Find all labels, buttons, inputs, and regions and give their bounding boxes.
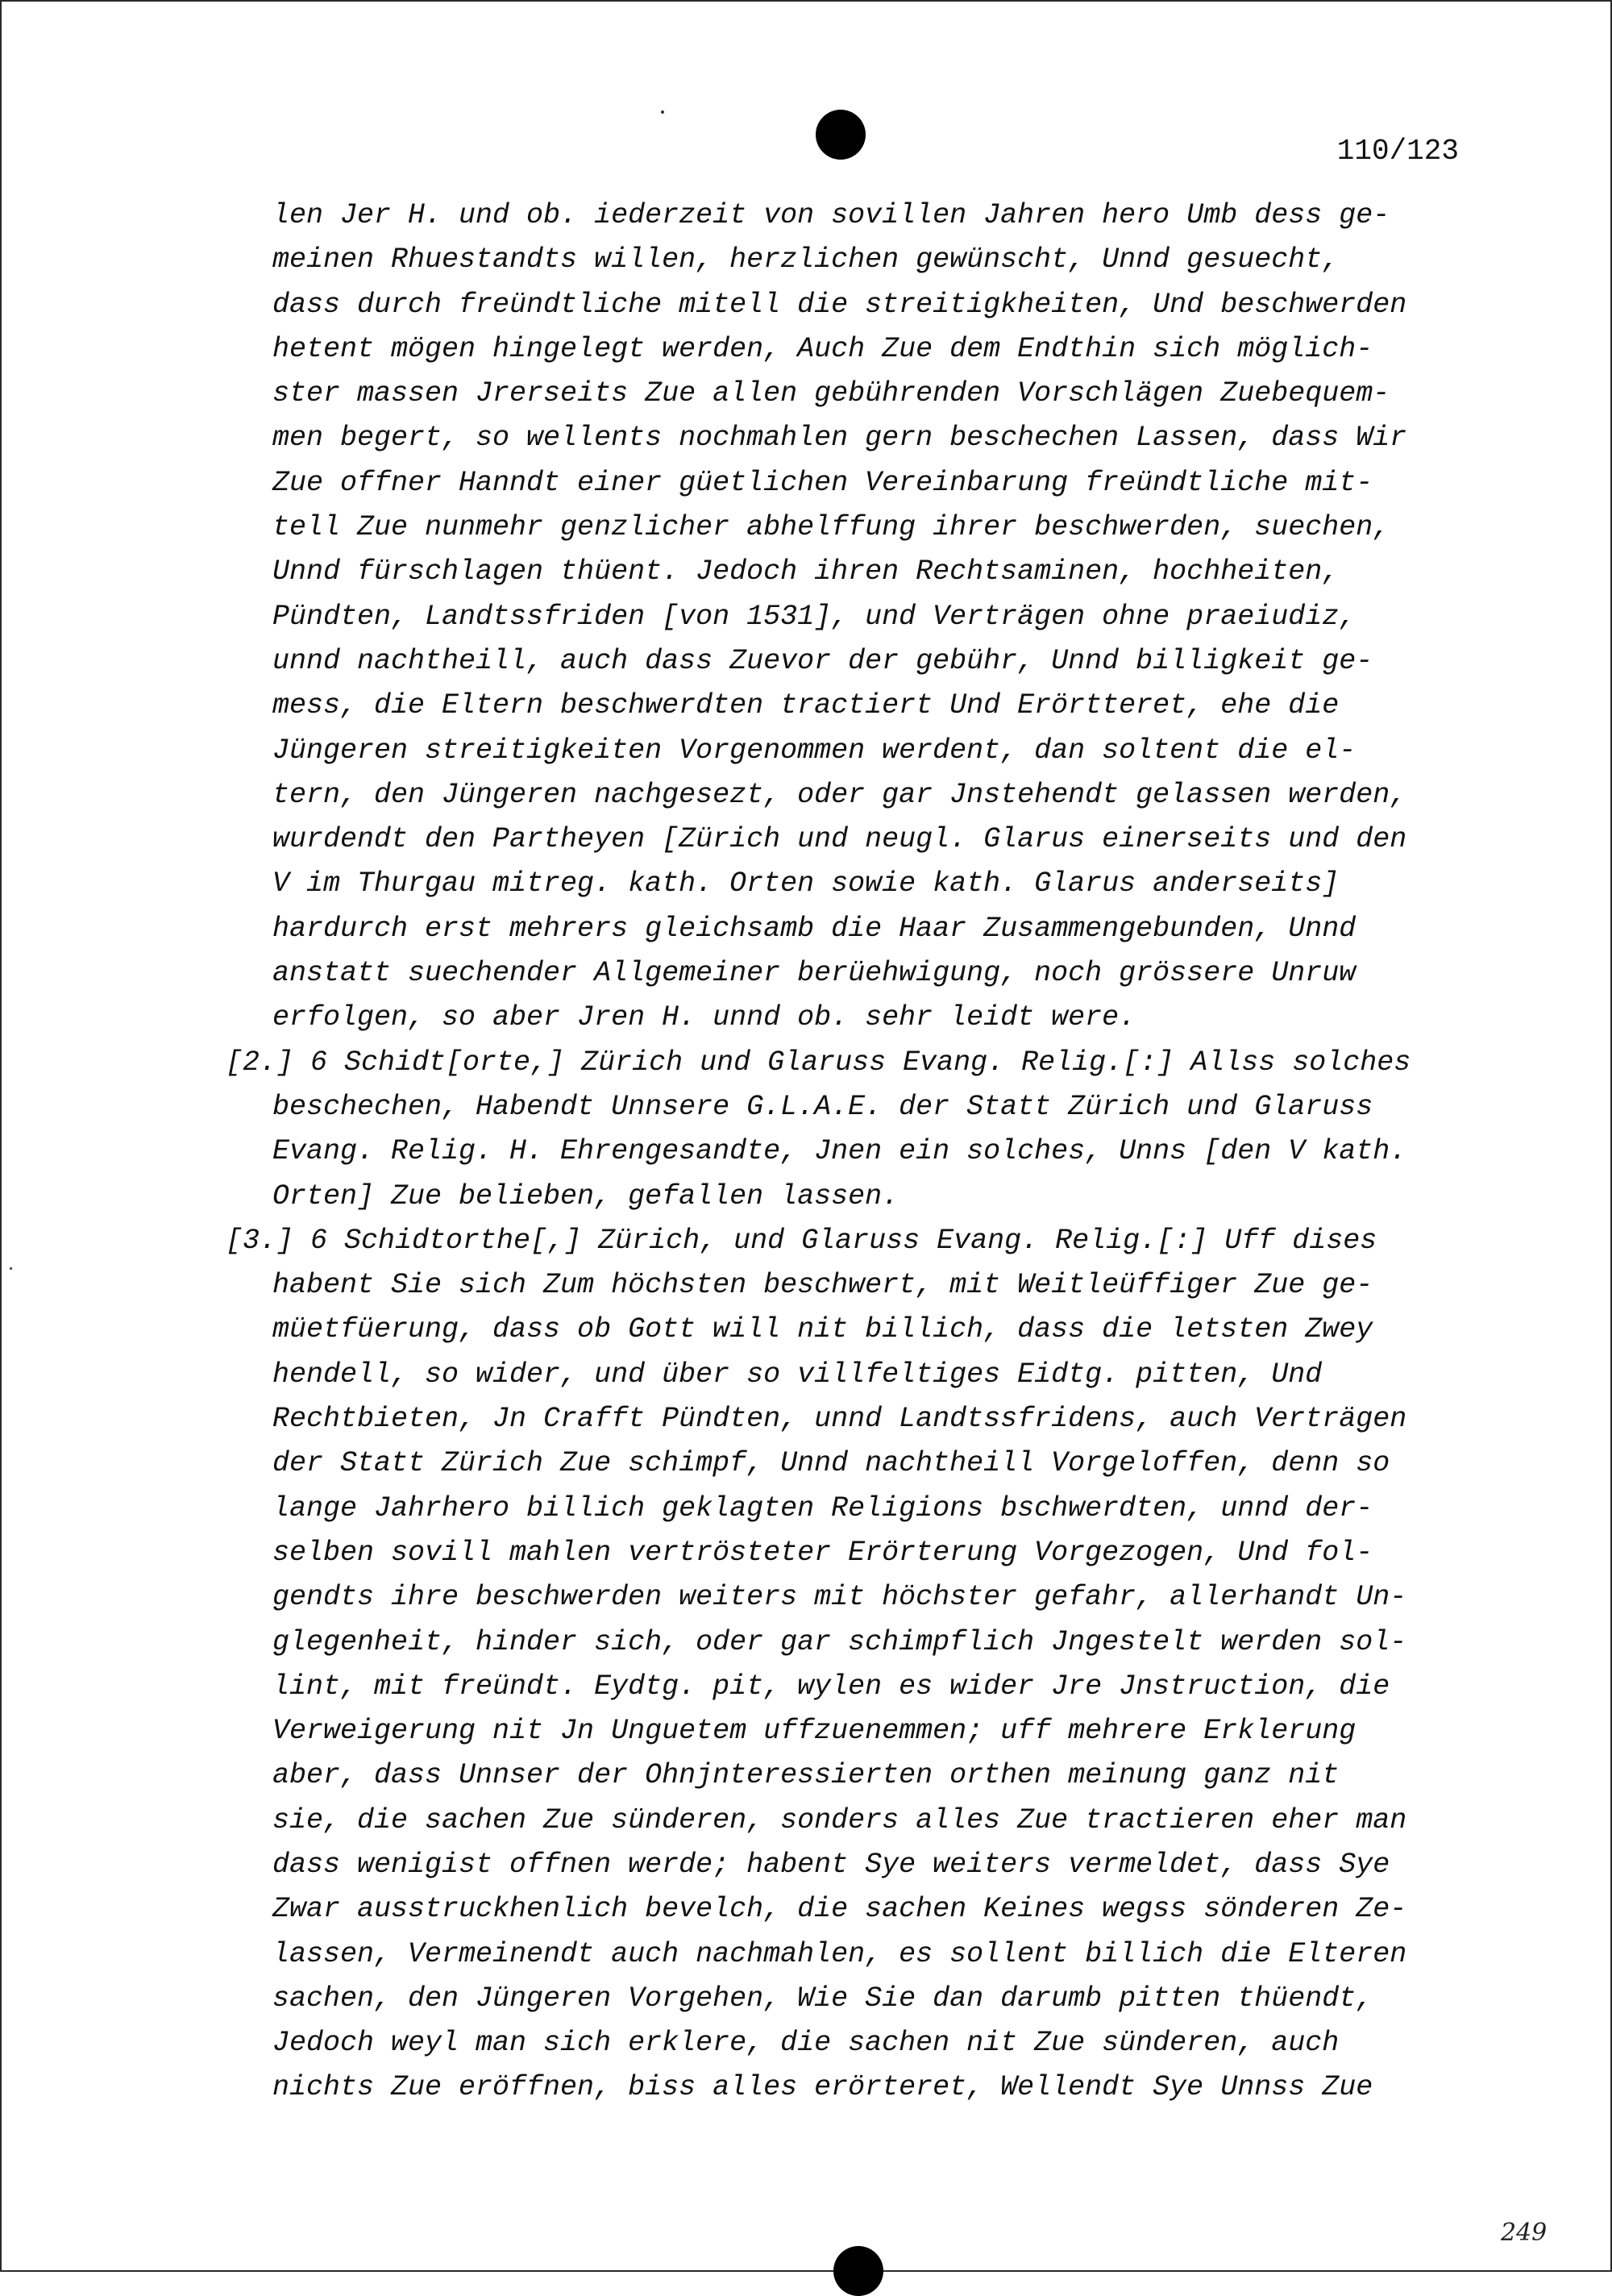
text-line: wurdendt den Partheyen [Zürich und neugl. Glarus einerseits und den xyxy=(272,823,1407,856)
text-line: beschechen, Habendt Unnsere G.L.A.E. der Statt Zürich und Glaruss xyxy=(272,1090,1373,1123)
text-line: [2.] 6 Schidt[orte,] Zürich und Glaruss Evang. Relig.[:] Allss solches xyxy=(226,1046,1411,1079)
text-line: Jüngeren streitigkeiten Vorgenommen werdent, dan soltent die el- xyxy=(272,734,1356,767)
punch-hole-bottom xyxy=(833,2246,883,2296)
document-body xyxy=(226,193,1483,2111)
page-number: 110/123 xyxy=(1336,135,1459,168)
text-line: men begert, so wellents nochmahlen gern beschechen Lassen, dass Wir xyxy=(272,422,1407,455)
text-line: dass wenigist offnen werde; habent Sye weiters vermeldet, dass Sye xyxy=(272,1848,1390,1881)
handwritten-page-annotation: 249 xyxy=(1501,2219,1548,2247)
text-line: mess, die Eltern beschwerdten tractiert Und Erörtteret, ehe die xyxy=(272,689,1340,722)
text-line: der Statt Zürich Zue schimpf, Unnd nachtheill Vorgeloffen, denn so xyxy=(272,1447,1390,1480)
text-line: dass durch freündtliche mitell die streitigkheiten, Und beschwerden xyxy=(272,288,1407,321)
text-line: sie, die sachen Zue sünderen, sonders alles Zue tractieren eher man xyxy=(272,1803,1407,1836)
scan-speck xyxy=(10,1267,12,1270)
text-line: V im Thurgau mitreg. kath. Orten sowie kath. Glarus anderseits] xyxy=(272,867,1340,901)
text-line: aber, dass Unnser der Ohnjnteressierten orthen meinung ganz nit xyxy=(272,1759,1340,1792)
text-line: müetfüerung, dass ob Gott will nit billich, dass die letsten Zwey xyxy=(272,1313,1373,1346)
text-line: Zue offner Hanndt einer güetlichen Vereinbarung freündtliche mit- xyxy=(272,466,1373,499)
text-line: ster massen Jrerseits Zue allen gebührenden Vorschlägen Zuebequem- xyxy=(272,377,1390,410)
text-line: hardurch erst mehrers gleichsamb die Haar Zusammengebunden, Unnd xyxy=(272,912,1356,945)
text-line: Evang. Relig. H. Ehrengesandte, Jnen ein solches, Unns [den V kath. xyxy=(272,1135,1407,1168)
text-line: hendell, so wider, und über so villfeltiges Eidtg. pitten, Und xyxy=(272,1358,1323,1391)
text-line: Verweigerung nit Jn Unguetem uffzuenemmen; uff mehrere Erklerung xyxy=(272,1715,1356,1748)
text-line: glegenheit, hinder sich, oder gar schimpflich Jngestelt werden sol- xyxy=(272,1625,1407,1658)
text-line: [3.] 6 Schidtorthe[,] Zürich, und Glaruss Evang. Relig.[:] Uff dises xyxy=(226,1224,1377,1257)
text-line: hetent mögen hingelegt werden, Auch Zue dem Endthin sich möglich- xyxy=(272,332,1373,365)
text-line: habent Sie sich Zum höchsten beschwert, mit Weitleüffiger Zue ge- xyxy=(272,1269,1373,1302)
text-line: Rechtbieten, Jn Crafft Pündten, unnd Landtssfridens, auch Verträgen xyxy=(272,1403,1407,1436)
text-line: erfolgen, so aber Jren H. unnd ob. sehr leidt were. xyxy=(272,1001,1136,1034)
text-line: unnd nachtheill, auch dass Zuevor der gebühr, Unnd billigkeit ge- xyxy=(272,644,1373,677)
text-line: Zwar ausstruckhenlich bevelch, die sachen Keines wegss sönderen Ze- xyxy=(272,1893,1407,1926)
scan-speck xyxy=(661,110,664,114)
text-line: lassen, Vermeinendt auch nachmahlen, es sollent billich die Elteren xyxy=(272,1937,1407,1970)
text-line: tell Zue nunmehr genzlicher abhelffung ihrer beschwerden, suechen, xyxy=(272,511,1390,544)
text-line: selben sovill mahlen vertrösteter Erörterung Vorgezogen, Und fol- xyxy=(272,1536,1373,1569)
text-line: anstatt suechender Allgemeiner berüehwigung, noch grössere Unruw xyxy=(272,957,1356,990)
text-line: Unnd fürschlagen thüent. Jedoch ihren Rechtsaminen, hochheiten, xyxy=(272,555,1340,589)
text-line: len Jer H. und ob. iederzeit von sovillen Jahren hero Umb dess ge- xyxy=(272,199,1390,231)
text-line: Orten] Zue belieben, gefallen lassen. xyxy=(272,1179,899,1212)
text-line: meinen Rhuestandts willen, herzlichen gewünscht, Unnd gesuecht, xyxy=(272,243,1340,277)
text-line: sachen, den Jüngeren Vorgehen, Wie Sie dan darumb pitten thüendt, xyxy=(272,1982,1373,2015)
text-line: nichts Zue eröffnen, biss alles erörteret, Wellendt Sye Unnss Zue xyxy=(272,2071,1373,2104)
text-line: tern, den Jüngeren nachgesezt, oder gar Jnstehendt gelassen werden, xyxy=(272,778,1407,811)
text-line: lint, mit freündt. Eydtg. pit, wylen es wider Jre Jnstruction, die xyxy=(272,1670,1390,1703)
text-line: Pündten, Landtssfriden [von 1531], und Verträgen ohne praeiudiz, xyxy=(272,600,1356,633)
punch-hole-top xyxy=(816,110,866,160)
text-line: gendts ihre beschwerden weiters mit höchster gefahr, allerhandt Un- xyxy=(272,1581,1407,1614)
text-line: lange Jahrhero billich geklagten Religions bschwerdten, unnd der- xyxy=(272,1491,1373,1524)
text-line: Jedoch weyl man sich erklere, die sachen nit Zue sünderen, auch xyxy=(272,2027,1340,2060)
